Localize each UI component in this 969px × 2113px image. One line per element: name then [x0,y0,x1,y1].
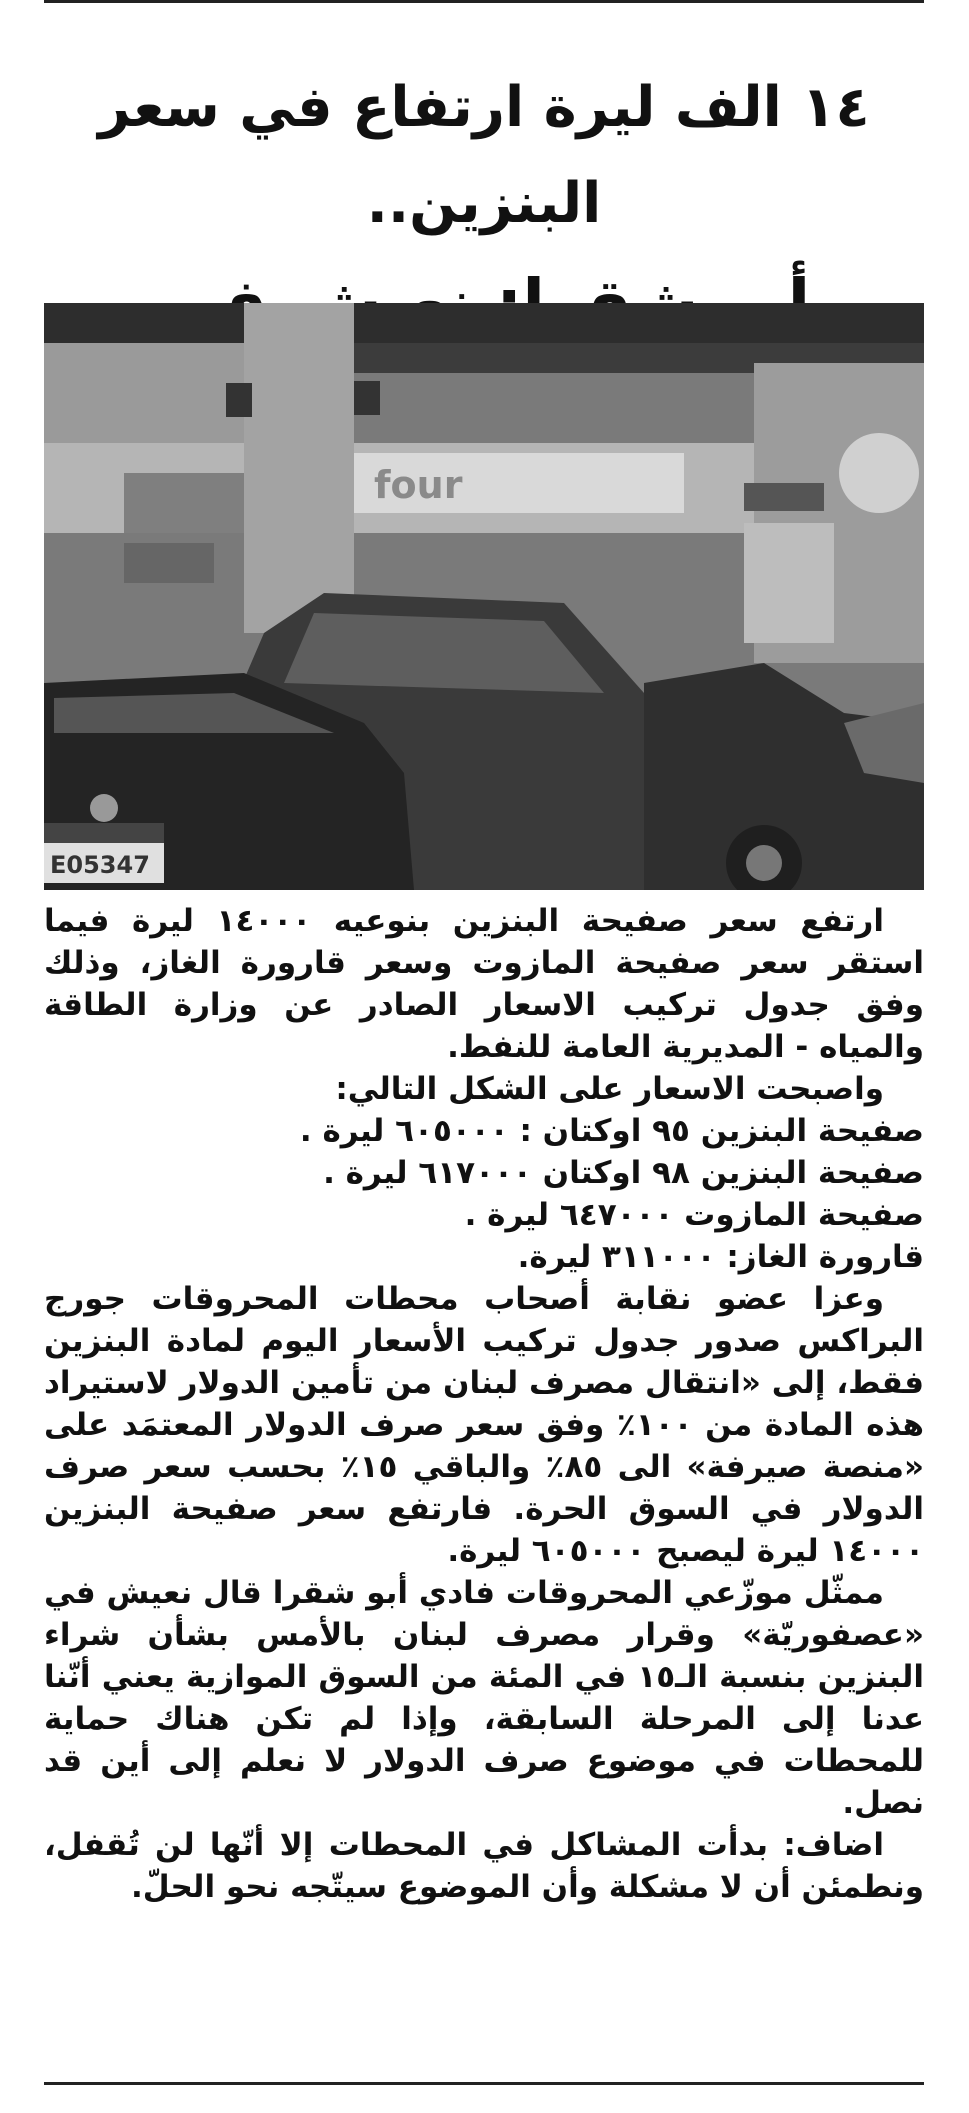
headline-line-1: ١٤ الف ليرة ارتفاع في سعر البنزين.. [98,75,870,236]
price-line-petrol-98: صفيحة البنزين ٩٨ اوكتان ٦١٧٠٠٠ ليرة . [323,1155,924,1191]
bottom-rule [44,2082,924,2085]
article-paragraph-9: اضاف: بدأت المشاكل في المحطات إلا أنّها لن تُقفل، ونطمئن أن لا مشكلة وأن الموضوع سيتّجه نحو الحلّ. [44,1827,924,1905]
article-paragraph-2: واصبحت الاسعار على الشكل التالي: [335,1071,884,1107]
price-line-gas: قارورة الغاز: ٣١١٠٠٠ ليرة. [517,1239,924,1275]
article-body [44,900,924,1908]
price-line-diesel: صفيحة المازوت ٦٤٧٠٠٠ ليرة . [464,1197,924,1233]
article-paragraph-1: ارتفع سعر صفيحة البنزين بنوعيه ١٤٠٠٠ ليرة فيما استقر سعر صفيحة المازوت وسعر قارورة الغاز، وذلك وفق جدول تركيب الاسعار الصادر عن وزارة الطاقة والمياه - المديرية العامة للنفط. [44,903,924,1065]
article-paragraph-8: ممثّل موزّعي المحروقات فادي أبو شقرا قال نعيش في «عصفوريّة» وقرار مصرف لبنان بالأمس بشأن شراء البنزين بنسبة الـ١٥ في المئة من السوق الموازية يعني أنّنا عدنا إلى المرحلة السابقة، وإذا لم تكن هناك حماية للمحطات في موضوع صرف الدولار لا نعلم إلى أين قد نصل. [44,1575,924,1821]
top-rule [44,0,924,3]
license-plate-text: E05347 [50,851,150,879]
store-sign-text: four [374,463,463,507]
gas-station-photo [44,303,924,890]
article-paragraph-7: وعزا عضو نقابة أصحاب محطات المحروقات جورج البراكس صدور جدول تركيب الأسعار اليوم لمادة البنزين فقط، إلى «انتقال مصرف لبنان من تأمين الدولار لاستيراد هذه المادة من ١٠٠٪ وفق سعر صرف الدولار المعتمَد على «منصة صيرفة» الى ٨٥٪ والباقي ١٥٪ بحسب سعر صرف الدولار في السوق الحرة. فارتفع سعر صفيحة البنزين ١٤٠٠٠ ليرة ليصبح ٦٠٥٠٠٠ ليرة. [44,1281,924,1569]
gas-station-photo-drawing [44,303,924,890]
price-line-petrol-95: صفيحة البنزين ٩٥ اوكتان : ٦٠٥٠٠٠ ليرة . [299,1113,924,1149]
